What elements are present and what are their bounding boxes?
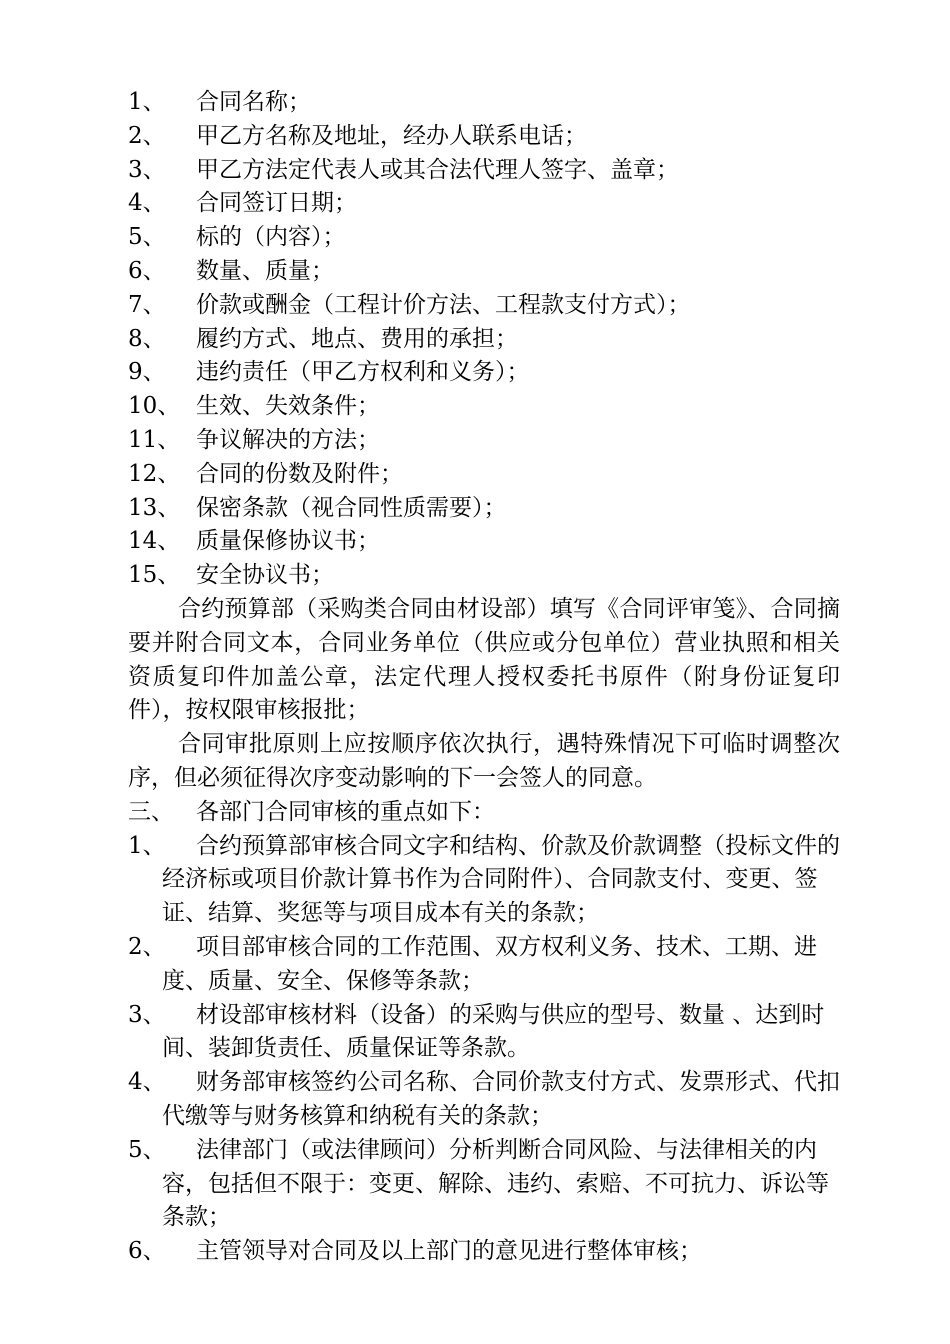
department-review-list: [128, 830, 840, 1269]
list-item-text: 合同签订日期；: [196, 190, 357, 217]
review-item: [128, 999, 840, 1067]
review-item-text: 合约预算部审核合同文字和结构、价款及价款调整（投标文件的经济标或项目价款计算书作为合同附件）、合同款支付、变更、签证、结算、奖惩等与项目成本有关的条款；: [162, 832, 840, 927]
list-item: [128, 86, 840, 120]
section-heading: [128, 796, 840, 830]
list-item-text: 甲乙方名称及地址，经办人联系电话；: [196, 122, 587, 149]
review-item-number: 1、: [128, 832, 166, 859]
list-item: [128, 289, 840, 323]
list-item-number: 14、: [128, 528, 181, 555]
list-item-number: 7、: [128, 291, 166, 318]
list-item: [128, 356, 840, 390]
review-item-number: 3、: [128, 1001, 166, 1028]
list-item: [128, 120, 840, 154]
list-item-text: 合同的份数及附件；: [196, 460, 403, 487]
list-item: [128, 390, 840, 424]
list-item-number: 4、: [128, 190, 166, 217]
list-item-number: 3、: [128, 156, 166, 183]
list-item-text: 履约方式、地点、费用的承担；: [196, 325, 518, 352]
list-item-number: 8、: [128, 325, 166, 352]
review-item-number: 2、: [128, 933, 166, 960]
review-item-number: 6、: [128, 1238, 166, 1265]
submission-paragraph: 合约预算部（采购类合同由材设部）填写《合同评审笺》、合同摘要并附合同文本，合同业务单位（供应或分包单位）营业执照和相关资质复印件加盖公章，法定代理人授权委托书原件（附身份证复印件），按权限审核报批；: [128, 595, 840, 724]
list-item: [128, 255, 840, 289]
list-item-text: 保密条款（视合同性质需要）；: [196, 494, 507, 521]
list-item-text: 争议解决的方法；: [196, 426, 380, 453]
list-item-text: 甲乙方法定代表人或其合法代理人签字、盖章；: [196, 156, 679, 183]
list-item-text: 安全协议书；: [196, 562, 334, 589]
list-item: [128, 458, 840, 492]
list-item-number: 1、: [128, 89, 166, 115]
list-item-text: 标的（内容）；: [196, 224, 346, 251]
review-item: [128, 931, 840, 999]
list-item: [128, 221, 840, 255]
review-item-text: 项目部审核合同的工作范围、双方权利义务、技术、工期、进度、质量、安全、保修等条款；: [162, 933, 817, 994]
review-item: [128, 1066, 840, 1134]
list-item-number: 15、: [128, 562, 181, 589]
list-item-number: 5、: [128, 224, 166, 251]
list-item-text: 价款或酬金（工程计价方法、工程款支付方式）；: [196, 291, 691, 318]
list-item: [128, 559, 840, 593]
list-item: [128, 525, 840, 559]
review-item: [128, 830, 840, 931]
contract-elements-list: [128, 86, 840, 593]
document-body: [128, 86, 840, 1269]
list-item-text: 质量保修协议书；: [196, 528, 380, 555]
list-item: [128, 323, 840, 357]
review-item-number: 4、: [128, 1069, 166, 1096]
list-item-text: 违约责任（甲乙方权利和义务）；: [196, 359, 530, 386]
list-item: [128, 492, 840, 526]
list-item-number: 6、: [128, 257, 166, 284]
list-item: [128, 154, 840, 188]
list-item-number: 2、: [128, 122, 166, 149]
list-item-number: 13、: [128, 494, 181, 521]
list-item: [128, 187, 840, 221]
list-item: [128, 424, 840, 458]
review-item-text: 财务部审核签约公司名称、合同价款支付方式、发票形式、代扣代缴等与财务核算和纳税有关的条款；: [162, 1069, 840, 1129]
section-heading-number: 三、: [128, 798, 174, 825]
list-item-text: 生效、失效条件；: [196, 393, 380, 420]
review-item-text: 法律部门（或法律顾问）分析判断合同风险、与法律相关的内容，包括但不限于：变更、解除、违约、索赔、不可抗力、诉讼等条款；: [162, 1136, 829, 1231]
list-item-number: 9、: [128, 359, 166, 386]
approval-order-paragraph: 合同审批原则上应按顺序依次执行，遇特殊情况下可临时调整次序，但必须征得次序变动影响的下一会签人的同意。: [128, 731, 840, 791]
list-item-number: 12、: [128, 460, 181, 487]
review-item-number: 5、: [128, 1136, 166, 1163]
list-item-number: 11、: [128, 426, 181, 453]
review-item: [128, 1134, 840, 1235]
review-item: [128, 1235, 840, 1269]
section-heading-text: 各部门合同审核的重点如下：: [196, 798, 495, 825]
list-item-text: 数量、质量；: [196, 257, 334, 284]
list-item-text: 合同名称；: [196, 89, 311, 115]
review-item-text: 材设部审核材料（设备）的采购与供应的型号、数量 、达到时间、装卸货责任、质量保证等条款。: [162, 1001, 825, 1062]
list-item-number: 10、: [128, 393, 181, 420]
review-item-text: 主管领导对合同及以上部门的意见进行整体审核；: [196, 1238, 702, 1265]
